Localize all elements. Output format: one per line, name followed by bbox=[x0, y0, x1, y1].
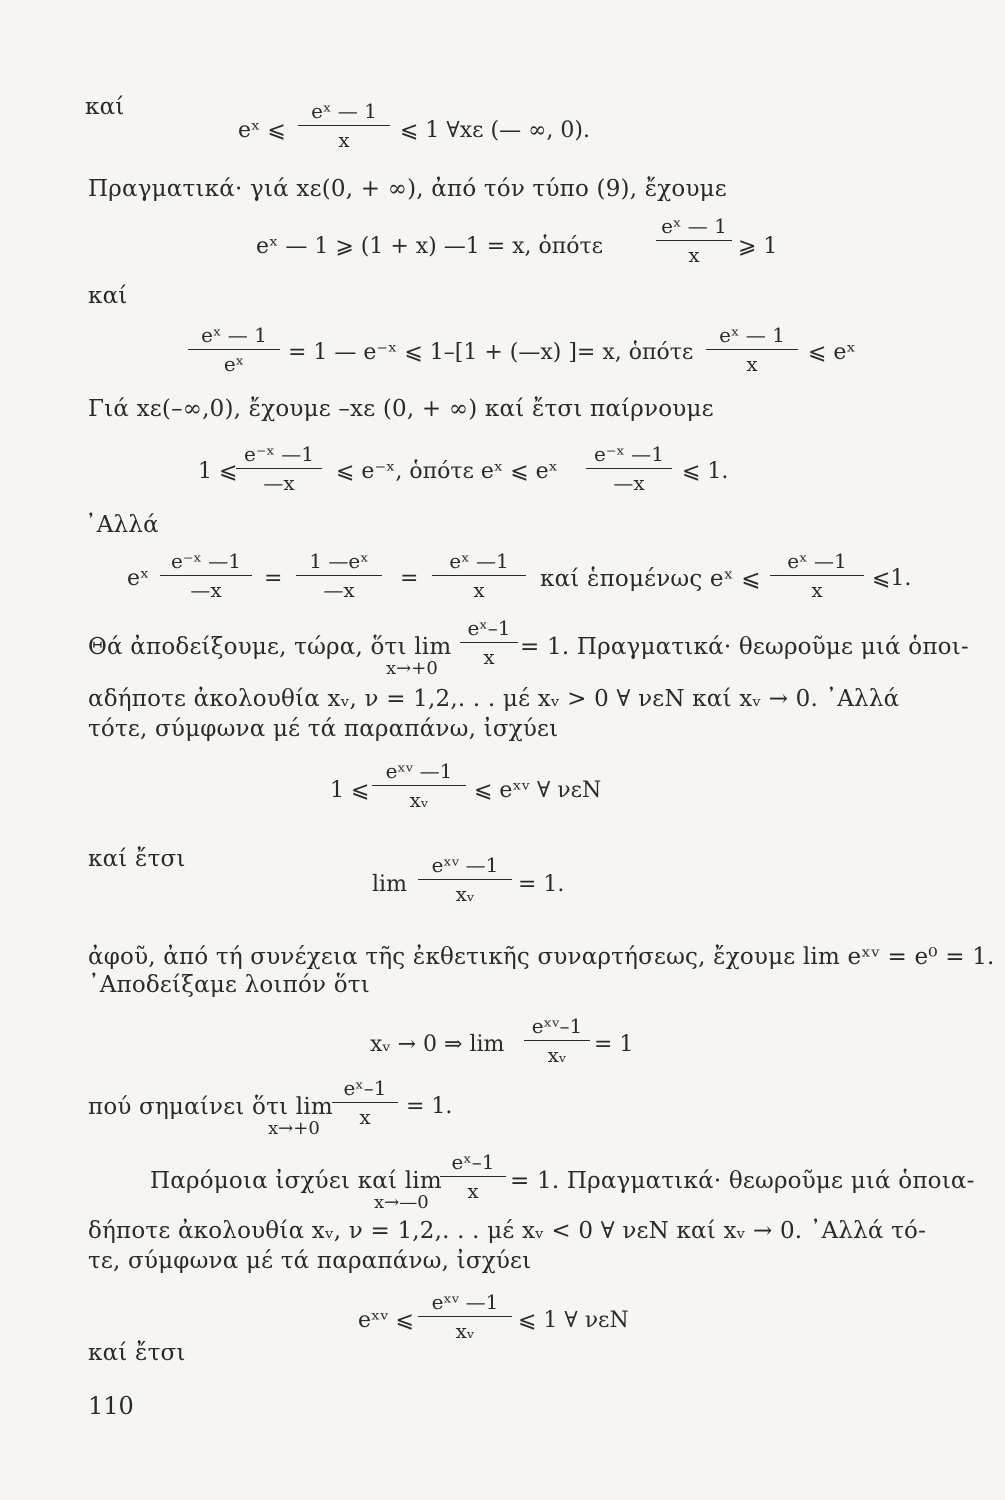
text-kai: καί bbox=[88, 283, 128, 309]
denominator: xᵥ bbox=[547, 1043, 567, 1067]
fraction bbox=[440, 1149, 506, 1204]
paragraph-line: = 1. Πραγματικά· θεωροῦμε μιά ὁποι- bbox=[520, 634, 969, 660]
math-expr: = 1. bbox=[406, 1094, 453, 1119]
fraction bbox=[460, 615, 518, 670]
numerator: eˣᵛ —1 bbox=[431, 853, 499, 877]
fraction bbox=[656, 213, 732, 268]
fraction-bar bbox=[432, 575, 526, 576]
paragraph-line: = 1. Πραγματικά· θεωροῦμε μιά ὁποια- bbox=[510, 1168, 975, 1194]
fraction bbox=[298, 98, 390, 153]
numerator: eˣ —1 bbox=[449, 549, 509, 573]
paragraph-line: ᾿Αποδείξαμε λοιπόν ὅτι bbox=[88, 972, 370, 998]
equals-sign: = bbox=[400, 566, 419, 591]
fraction bbox=[524, 1013, 590, 1068]
denominator: xᵥ bbox=[455, 1319, 475, 1343]
fraction-bar bbox=[296, 575, 382, 576]
fraction bbox=[432, 548, 526, 603]
paragraph-line: πού σημαίνει ὅτι lim bbox=[88, 1094, 333, 1120]
limit-subscript: x→—0 bbox=[374, 1192, 429, 1213]
math-expr: xᵥ → 0 ⇒ lim bbox=[370, 1032, 505, 1057]
paragraph-line: Θά ἀποδείξουμε, τώρα, ὅτι lim bbox=[88, 634, 452, 660]
limit-subscript: x→+0 bbox=[268, 1118, 320, 1139]
denominator: xᵥ bbox=[409, 788, 429, 812]
fraction bbox=[418, 852, 512, 907]
math-expr: eˣ — 1 ⩾ (1 + x) —1 = x, ὁπότε bbox=[256, 234, 604, 259]
fraction-bar bbox=[160, 575, 252, 576]
paragraph-line: τε, σύμφωνα μέ τά παραπάνω, ἰσχύει bbox=[88, 1248, 532, 1274]
math-expr: = 1. bbox=[518, 872, 565, 897]
fraction-bar bbox=[586, 468, 672, 469]
math-expr: = 1 — e⁻ˣ ⩽ 1–[1 + (—x) ]= x, ὁπότε bbox=[288, 340, 694, 365]
page-number: 110 bbox=[88, 1392, 134, 1420]
text-kai-etsi: καί ἔτσι bbox=[88, 846, 186, 872]
denominator: x bbox=[359, 1105, 371, 1129]
numerator: eˣᵛ —1 bbox=[431, 1290, 499, 1314]
math-expr: καί ἑπομένως eˣ ⩽ bbox=[540, 566, 761, 592]
numerator: e⁻ˣ —1 bbox=[244, 442, 314, 466]
numerator: eˣᵛ–1 bbox=[531, 1014, 583, 1038]
fraction-bar bbox=[236, 468, 322, 469]
math-expr: ⩽ 1 ∀ νεΝ bbox=[518, 1308, 629, 1333]
fraction-bar bbox=[706, 349, 798, 350]
math-expr: = 1 bbox=[594, 1032, 634, 1057]
paragraph-line: Παρόμοια ἰσχύει καί lim bbox=[150, 1168, 442, 1194]
fraction-bar bbox=[372, 785, 466, 786]
numerator: e⁻ˣ —1 bbox=[171, 549, 241, 573]
math-expr: ⩽ 1 ∀xε (— ∞, 0). bbox=[400, 118, 590, 143]
math-expr: eˣᵛ ⩽ bbox=[358, 1308, 414, 1333]
numerator: eˣ — 1 bbox=[201, 323, 267, 347]
paragraph-line: δήποτε ἀκολουθία xᵥ, ν = 1,2,. . . μέ xᵥ < 0 ∀ νεΝ καί xᵥ → 0. ᾿Αλλά τό- bbox=[88, 1218, 927, 1244]
denominator: x bbox=[467, 1179, 479, 1203]
equals-sign: = bbox=[264, 566, 283, 591]
paragraph-line: τότε, σύμφωνα μέ τά παραπάνω, ἰσχύει bbox=[88, 716, 559, 742]
math-expr: 1 ⩽ bbox=[198, 459, 238, 484]
text-alla: ᾿Αλλά bbox=[85, 512, 159, 538]
math-expr: ⩽ eˣᵛ ∀ νεΝ bbox=[474, 778, 602, 803]
numerator: eˣ — 1 bbox=[311, 99, 377, 123]
fraction bbox=[296, 548, 382, 603]
fraction bbox=[188, 322, 280, 377]
denominator: x bbox=[473, 578, 485, 602]
fraction-bar bbox=[188, 349, 280, 350]
lim-text: lim bbox=[372, 872, 407, 897]
math-expr: 1 ⩽ bbox=[330, 778, 370, 803]
paragraph-line: αδήποτε ἀκολουθία xᵥ, ν = 1,2,. . . μέ xᵥ > 0 ∀ νεΝ καί xᵥ → 0. ᾿Αλλά bbox=[88, 686, 900, 712]
fraction bbox=[160, 548, 252, 603]
denominator: eˣ bbox=[223, 352, 245, 376]
fraction bbox=[706, 322, 798, 377]
text-kai: καί bbox=[85, 94, 125, 120]
denominator: x bbox=[483, 645, 495, 669]
denominator: x bbox=[811, 578, 823, 602]
fraction-bar bbox=[418, 879, 512, 880]
fraction-bar bbox=[524, 1040, 590, 1041]
denominator: —x bbox=[263, 471, 295, 495]
denominator: x bbox=[688, 243, 700, 267]
fraction bbox=[236, 441, 322, 496]
math-expr: ⩽ 1. bbox=[682, 459, 729, 484]
denominator: —x bbox=[613, 471, 645, 495]
math-expr: eˣ ⩽ bbox=[238, 118, 286, 143]
fraction-bar bbox=[418, 1316, 512, 1317]
fraction-bar bbox=[460, 642, 518, 643]
denominator: x bbox=[746, 352, 758, 376]
math-expr: ⩽1. bbox=[872, 566, 912, 591]
math-expr: ⩾ 1 bbox=[738, 234, 778, 259]
numerator: eˣ–1 bbox=[343, 1076, 387, 1100]
fraction-bar bbox=[332, 1102, 398, 1103]
fraction bbox=[586, 441, 672, 496]
numerator: e⁻ˣ —1 bbox=[594, 442, 664, 466]
fraction bbox=[770, 548, 864, 603]
denominator: x bbox=[338, 128, 350, 152]
numerator: eˣᵛ —1 bbox=[385, 759, 453, 783]
denominator: —x bbox=[323, 578, 355, 602]
limit-subscript: x→+0 bbox=[386, 658, 438, 679]
fraction bbox=[372, 758, 466, 813]
fraction-bar bbox=[770, 575, 864, 576]
denominator: —x bbox=[190, 578, 222, 602]
text-kai-etsi: καί ἔτσι bbox=[88, 1340, 186, 1366]
fraction-bar bbox=[656, 240, 732, 241]
numerator: eˣ–1 bbox=[467, 616, 511, 640]
numerator: eˣ–1 bbox=[451, 1150, 495, 1174]
math-expr: eˣ bbox=[127, 566, 150, 591]
fraction bbox=[418, 1289, 512, 1344]
math-expr: ⩽ e⁻ˣ, ὁπότε eˣ ⩽ eˣ bbox=[336, 459, 558, 484]
math-expr: ⩽ eˣ bbox=[808, 340, 856, 365]
numerator: eˣ — 1 bbox=[719, 323, 785, 347]
numerator: eˣ — 1 bbox=[661, 214, 727, 238]
fraction-bar bbox=[440, 1176, 506, 1177]
paragraph-line: Γιά xε(–∞,0), ἔχουμε –xε (0, + ∞) καί ἔτσι παίρνουμε bbox=[88, 396, 714, 422]
paragraph-line: ἀφοῦ, ἀπό τή συνέχεια τῆς ἐκθετικῆς συναρτήσεως, ἔχουμε lim eˣᵛ = e⁰ = 1. bbox=[88, 944, 995, 970]
fraction bbox=[332, 1075, 398, 1130]
numerator: 1 —eˣ bbox=[309, 549, 369, 573]
numerator: eˣ —1 bbox=[787, 549, 847, 573]
fraction-bar bbox=[298, 125, 390, 126]
paragraph-line: Πραγματικά· γιά xε(0, + ∞), ἀπό τόν τύπο (9), ἔχουμε bbox=[88, 176, 727, 202]
denominator: xᵥ bbox=[455, 882, 475, 906]
